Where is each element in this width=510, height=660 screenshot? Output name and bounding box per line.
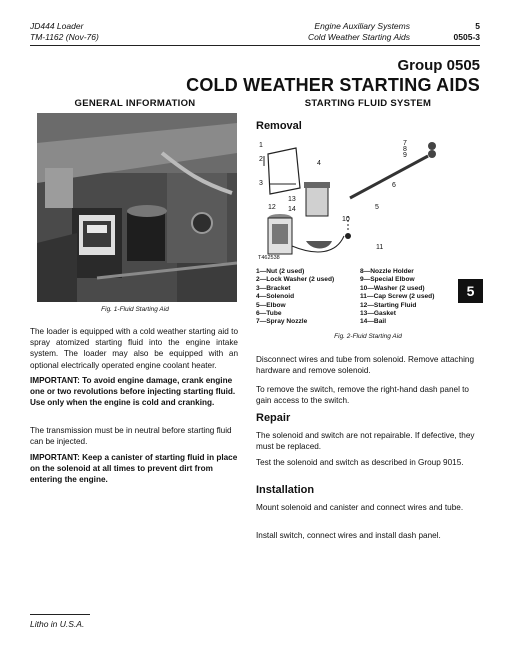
header-page-number bbox=[415, 21, 480, 43]
group-title: Group 0505 bbox=[397, 57, 480, 74]
switch-paragraph: To remove the switch, remove the right-hand dash panel to gain access to the switch. bbox=[256, 385, 469, 406]
test-paragraph: Test the solenoid and switch as described in Group 9015. bbox=[256, 458, 464, 467]
header-page-code: 0505-3 bbox=[453, 32, 480, 42]
repair-paragraph: The solenoid and switch are not repairable. If defective, they must be replaced. bbox=[256, 431, 475, 452]
engine-photo-image bbox=[37, 113, 237, 302]
callout-4: 4 bbox=[317, 160, 321, 167]
callout-9: 9 bbox=[403, 152, 407, 159]
fig1-photo bbox=[37, 113, 237, 302]
callout-2: 2 bbox=[259, 156, 263, 163]
callout-12: 12 bbox=[268, 204, 276, 211]
callout-11: 11 bbox=[376, 244, 384, 251]
installation-heading: Installation bbox=[256, 484, 315, 496]
figure-code: T462538 bbox=[258, 255, 280, 261]
install-paragraph: Install switch, connect wires and install dash panel. bbox=[256, 531, 441, 540]
mount-paragraph: Mount solenoid and canister and connect wires and tube. bbox=[256, 503, 464, 512]
removal-heading: Removal bbox=[256, 120, 302, 132]
legend-item: 5—Elbow bbox=[256, 301, 286, 309]
repair-heading: Repair bbox=[256, 412, 291, 424]
callout-7: 7 bbox=[403, 140, 407, 147]
important-canister-note: IMPORTANT: Keep a canister of starting fluid in place on the solenoid at all times to prevent dirt from entering the engine. bbox=[30, 453, 238, 485]
section-tab: 5 bbox=[458, 279, 483, 303]
legend-item: 4—Solenoid bbox=[256, 293, 295, 301]
starting-aid-diagram bbox=[256, 136, 446, 266]
starting-fluid-system-heading: STARTING FLUID SYSTEM bbox=[304, 98, 432, 109]
legend-item: 1—Nut (2 used) bbox=[256, 268, 305, 275]
footer-rule bbox=[30, 614, 90, 615]
callout-6: 6 bbox=[392, 182, 396, 189]
general-information-heading: GENERAL INFORMATION bbox=[74, 98, 196, 109]
legend-item: 14—Bail bbox=[360, 318, 387, 326]
legend-item: 9—Special Elbow bbox=[360, 276, 415, 284]
fig1-caption: Fig. 1-Fluid Starting Aid bbox=[101, 306, 169, 313]
disconnect-paragraph: Disconnect wires and tube from solenoid. Remove attaching hardware and remove solenoid. bbox=[256, 355, 474, 376]
header-section-number: 5 bbox=[475, 21, 480, 31]
legend-item: 11—Cap Screw (2 used) bbox=[360, 293, 435, 301]
fig2-caption: Fig. 2-Fluid Starting Aid bbox=[334, 333, 402, 340]
legend-item: 3—Bracket bbox=[256, 284, 291, 292]
header-tm-number: TM-1162 (Nov-76) bbox=[30, 32, 99, 42]
neutral-paragraph: The transmission must be in neutral before starting fluid can be injected. bbox=[30, 426, 232, 447]
intro-paragraph: The loader is equipped with a cold weather starting aid to spray atomized starting fluid into the engine intake system. The loader may also be equipped with an optional electrically operated engine coolant heater. bbox=[30, 327, 238, 370]
callout-13: 13 bbox=[288, 196, 296, 203]
page-title: COLD WEATHER STARTING AIDS bbox=[186, 75, 480, 95]
callout-1: 1 bbox=[259, 142, 263, 149]
parts-legend-left bbox=[256, 268, 366, 327]
legend-item: 2—Lock Washer (2 used) bbox=[256, 276, 335, 284]
callout-8: 8 bbox=[403, 146, 407, 153]
parts-legend-right bbox=[360, 268, 460, 327]
legend-item: 8—Nozzle Holder bbox=[360, 268, 414, 275]
legend-item: 6—Tube bbox=[256, 310, 282, 318]
header-section-names bbox=[290, 21, 410, 43]
legend-item: 10—Washer (2 used) bbox=[360, 284, 425, 292]
important-crank-note: IMPORTANT: To avoid engine damage, crank engine one or two revolutions before injecting starting fluid. Use only when the engine is cold and cranking. bbox=[30, 376, 236, 408]
header-rule bbox=[30, 45, 480, 46]
footer-litho: Litho in U.S.A. bbox=[30, 619, 85, 629]
header-doc-id bbox=[30, 21, 99, 43]
header-group-name: Cold Weather Starting Aids bbox=[307, 32, 410, 42]
legend-item: 13—Gasket bbox=[360, 310, 396, 318]
legend-item: 12—Starting Fluid bbox=[360, 301, 417, 309]
callout-14: 14 bbox=[288, 206, 296, 213]
callout-5: 5 bbox=[375, 204, 379, 211]
callout-10: 10 bbox=[342, 216, 350, 223]
header-model: JD444 Loader bbox=[30, 21, 84, 31]
fig2-diagram bbox=[256, 136, 446, 266]
callout-3: 3 bbox=[259, 180, 263, 187]
header-system-name: Engine Auxiliary Systems bbox=[314, 21, 410, 31]
legend-item: 7—Spray Nozzle bbox=[256, 318, 308, 326]
